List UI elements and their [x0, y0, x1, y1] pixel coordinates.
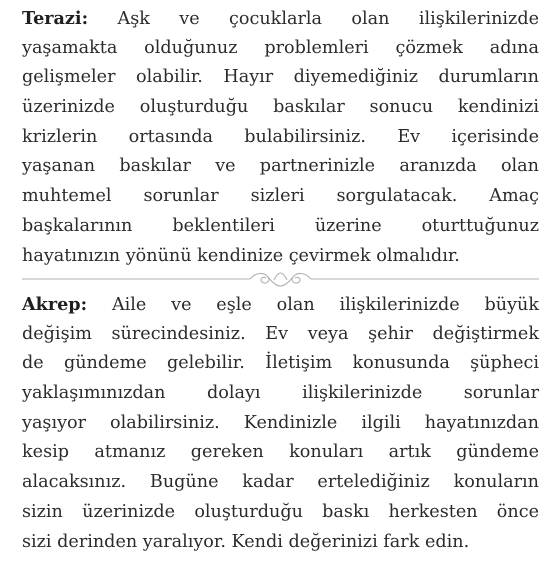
line-text: Aile ve eşle olan ilişkilerinizde büyük	[111, 295, 540, 315]
text-line: sizin üzerinizde oluşturduğu baskı herkesten önce	[22, 501, 539, 522]
ornamental-flourish-icon	[22, 268, 539, 290]
text-line: muhtemel sorunlar sizleri sorgulatacak. Amaç	[22, 186, 539, 207]
text-line: kesip atmanız gereken konuları artık gündeme	[22, 442, 539, 463]
text-line: hayatınızın yönünü kendinize çevirmek olmalıdır.	[22, 245, 460, 266]
divider-lines	[22, 273, 539, 286]
horoscope-entry-scorpio	[22, 290, 539, 557]
text-line: yaşıyor olabilirsiniz. Kendinizle ilgili hayatınızdan	[22, 412, 539, 433]
text-line: başkalarının beklentileri üzerine oturttuğunuz	[22, 215, 539, 236]
text-line	[22, 4, 539, 34]
text-line: sizi derinden yaralıyor. Kendi değerinizi fark edin.	[22, 531, 470, 552]
text-line: üzerinizde oluşturduğu baskılar sonucu kendinizi	[22, 97, 539, 118]
text-line: gelişmeler olabilir. Hayır diyemediğiniz durumların	[22, 67, 539, 88]
text-line	[22, 290, 539, 320]
text-line: yaşamakta olduğunuz problemleri çözmek adına	[22, 37, 539, 58]
line-text: Aşk ve çocuklarla olan ilişkilerinizde	[117, 9, 539, 29]
text-line: değişim sürecindesiniz. Ev veya şehir değiştirmek	[22, 323, 539, 344]
text-line: yaklaşımınızdan dolayı ilişkilerinizde sorunlar	[22, 383, 539, 404]
text-line: alacaksınız. Bugüne kadar ertelediğiniz konuların	[22, 472, 539, 493]
horoscope-entry-libra	[22, 4, 539, 271]
sign-name: Akrep:	[22, 294, 88, 315]
text-line: krizlerin ortasında bulabilirsiniz. Ev içerisinde	[22, 126, 539, 147]
text-line: yaşanan baskılar ve partnerinizle aranızda olan	[22, 156, 539, 177]
text-line: de gündeme gelebilir. İletişim konusunda şüpheci	[22, 353, 539, 374]
sign-name: Terazi:	[22, 8, 89, 29]
horoscope-page	[22, 4, 540, 552]
